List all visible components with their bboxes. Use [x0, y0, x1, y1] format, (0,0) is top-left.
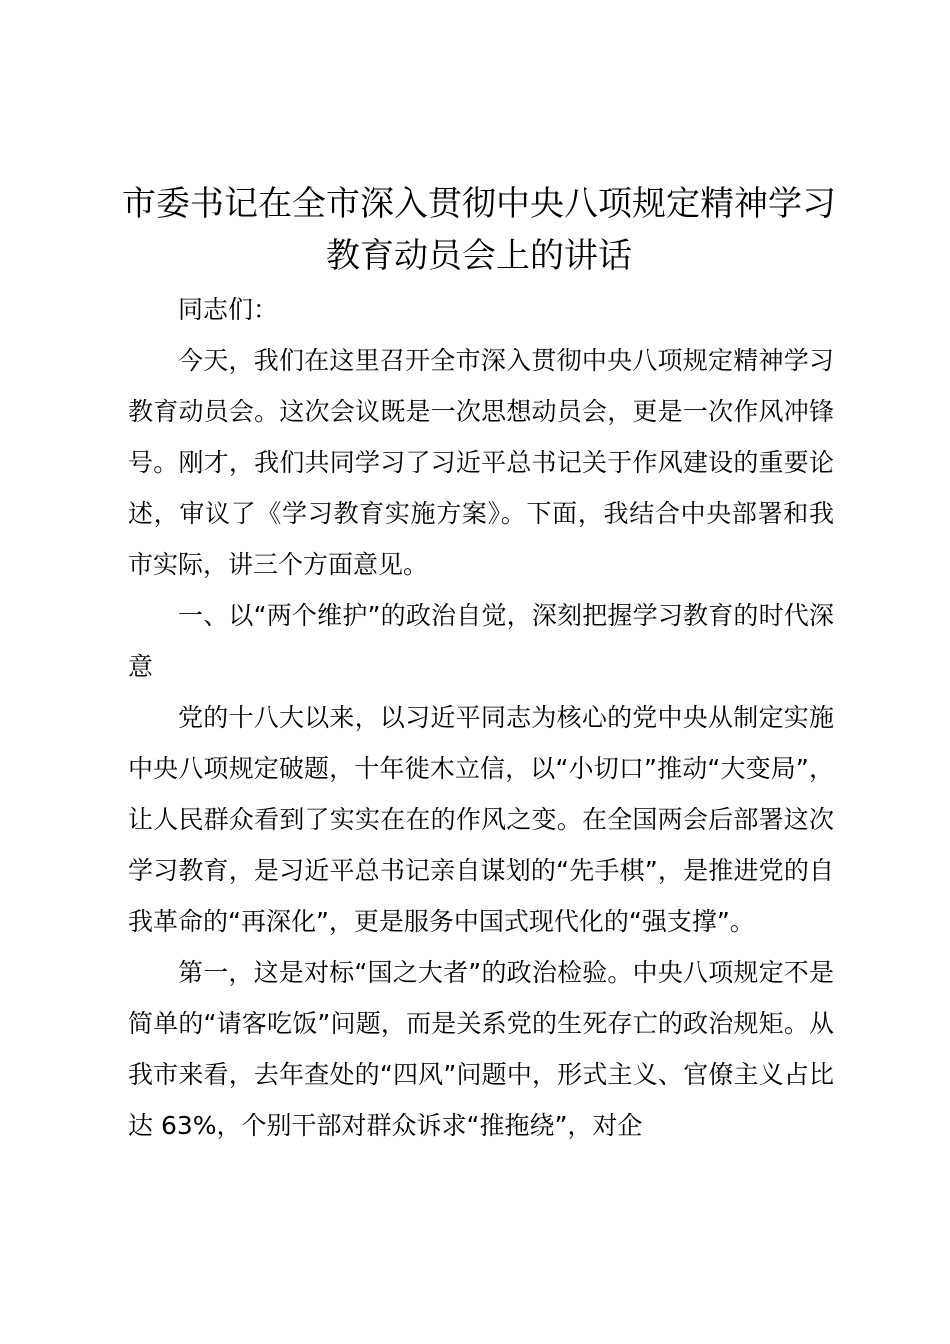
document-body [128, 284, 834, 1151]
paragraph-point-1: 第一，这是对标“国之大者”的政治检验。中央八项规定不是简单的“请客吃饭”问题，而是关系党的生死存亡的政治规矩。从我市来看，去年查处的“四风”问题中，形式主义、官僚主义占比达 63%，个别干部对群众诉求“推拖绕”，对企 [128, 958, 834, 1140]
document-title: 市委书记在全市深入贯彻中央八项规定精神学习教育动员会上的讲话 [122, 184, 836, 276]
section-heading-1: 一、以“两个维护”的政治自觉，深刻把握学习教育的时代深意 [128, 601, 834, 681]
salutation: 同志们： [178, 295, 279, 324]
paragraph-context: 党的十八大以来，以习近平同志为核心的党中央从制定实施中央八项规定破题，十年徙木立信，以“小切口”推动“大变局”，让人民群众看到了实实在在的作风之变。在全国两会后部署这次学习教育，是习近平总书记亲自谋划的“先手棋”，是推进党的自我革命的“再深化”，更是服务中国式现代化的“强支撑”。 [128, 703, 834, 936]
paragraph-intro: 今天，我们在这里召开全市深入贯彻中央八项规定精神学习教育动员会。这次会议既是一次思想动员会，更是一次作风冲锋号。刚才，我们共同学习了习近平总书记关于作风建设的重要论述，审议了《学习教育实施方案》。下面，我结合中央部署和我市实际，讲三个方面意见。 [128, 346, 834, 579]
